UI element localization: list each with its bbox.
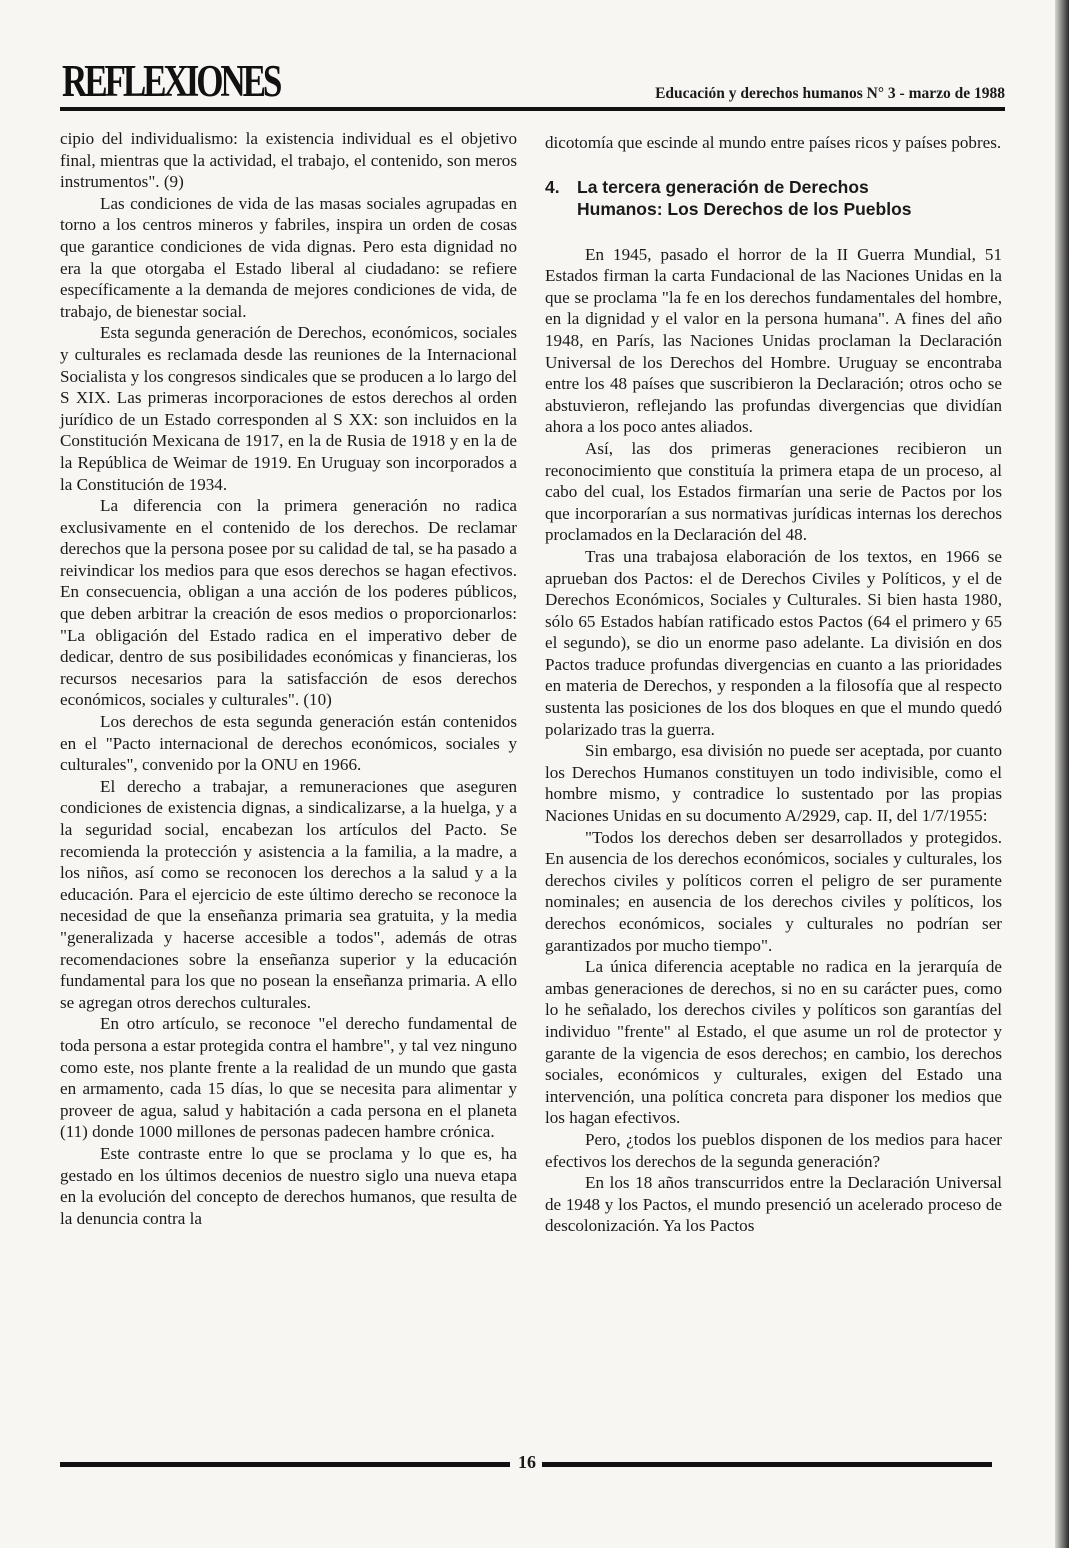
header-rule [60,107,1005,111]
heading-line-1: La tercera generación de Derechos [577,176,869,197]
paragraph: El derecho a trabajar, a remuneraciones que aseguren condiciones de existencia dignas, a sindicalizarse, a la huelga, y a la seguridad social, encabezan los artículos del Pacto. Se recomienda la protección y asistencia a la familia, a la madre, a los niños, así como se reconocen los derechos a la salud y a la educación. Para el ejercicio de este último derecho se reconoce la necesidad de que la enseñanza primaria sea gratuita, y la media "generalizada y hacerse accesible a todos", además de otras recomendaciones sobre la enseñanza superior y la educación fundamental para los que no posean la enseñanza primaria. A ello se agregan otros derechos culturales. [60,776,517,1012]
paragraph: Esta segunda generación de Derechos, económicos, sociales y culturales es reclamada desde las reuniones de la Internacional Socialista y los congresos sindicales que se producen a lo largo del S XIX. Las primeras incorporaciones de estos derechos al orden jurídico de un Estado corresponden al S XX: son incluidos en la Constitución Mexicana de 1917, en la de Rusia de 1918 y en la de la República de Weimar de 1919. En Uruguay son incorporados a la Constitución de 1934. [60,323,517,494]
page-edge-shadow [1055,0,1069,1548]
paragraph: dicotomía que escinde al mundo entre países ricos y países pobres. [545,133,1002,152]
paragraph: Pero, ¿todos los pueblos disponen de los medios para hacer efectivos los derechos de la segunda generación? [545,1129,1002,1171]
paragraph: La diferencia con la primera generación no radica exclusivamente en el contenido de los derechos. De reclamar derechos que la persona posee por su calidad de tal, se ha pasado a reivindicar los medios para que esos derechos se hagan efectivos. En consecuencia, obligan a una acción de los poderes públicos, que deben arbitrar la creación de esos medios o proporcionarlos: "La obligación del Estado radica en el imperativo deber de dedicar, dentro de sus posibilidades económicas y financieras, los recursos necesarios para la satisfacción de esos derechos económicos, sociales y culturales". (10) [60,496,517,710]
section-heading [545,176,1002,220]
page-number: 16 [518,1452,536,1472]
paragraph: En otro artículo, se reconoce "el derecho fundamental de toda persona a estar protegida contra el hambre", y tal vez ninguno como este, nos plante frente a la realidad de un mundo que gasta en armamento, cada 15 días, lo que se necesita para alimentar y proveer de agua, salud y habitación a cada persona en el planeta (11) donde 1000 millones de personas padecen hambre crónica. [60,1014,517,1142]
paragraph: Tras una trabajosa elaboración de los textos, en 1966 se aprueban dos Pactos: el de Derechos Civiles y Políticos, y el de Derechos Económicos, Sociales y Culturales. Si bien hasta 1980, sólo 65 Estados habían ratificado estos Pactos (64 el primero y 65 el segundo), se dio un enorme paso adelante. La división en dos Pactos traduce profundas divergencias en cuanto a las prioridades en materia de Derechos, y responden a la filosofía que al respecto sustenta las posiciones de los dos bloques en que el mundo quedó polarizado tras la guerra. [545,546,1002,739]
issue-line: Educación y derechos humanos N° 3 - marzo de 1988 [655,85,1005,102]
paragraph: Sin embargo, esa división no puede ser aceptada, por cuanto los Derechos Humanos constituyen un todo indivisible, como el hombre mismo, y contradice lo sustentado por las propias Naciones Unidas en su documento A/2929, cap. II, del 1/7/1955: [545,741,1002,826]
quote-paragraph: "Todos los derechos deben ser desarrollados y protegidos. En ausencia de los derechos económicos, sociales y culturales, los derechos civiles y políticos corren el peligro de ser puramente nominales; en ausencia de los derechos civiles y políticos, los derechos económicos, sociales y culturales no podrían ser garantizados por mucho tiempo". [545,827,1002,955]
paragraph: cipio del individualismo: la existencia individual es el objetivo final, mientras que la actividad, el trabajo, el contenido, son meros instrumentos". (9) [60,129,517,192]
paragraph: Este contraste entre lo que se proclama y lo que es, ha gestado en los últimos decenios de nuestro siglo una nueva etapa en la evolución del concepto de derechos humanos, que resulta de la denuncia contra la [60,1143,517,1228]
paragraph: La única diferencia aceptable no radica en la jerarquía de ambas generaciones de derechos, si no en su carácter pues, como lo he señalado, los derechos civiles y políticos son garantías del individuo "frente" al Estado, el que asume un rol de protector y garante de la vigencia de esos derechos; en cambio, los derechos sociales, económicos y culturales, exigen del Estado una intervención, una política concreta para disponer los medios que los hagan efectivos. [545,957,1002,1128]
page-header [60,55,1005,115]
page-footer [60,1452,992,1476]
left-column [60,128,517,1229]
paragraph: Los derechos de esta segunda generación están contenidos en el "Pacto internacional de derechos económicos, sociales y culturales", convenido por la ONU en 1966. [60,712,517,775]
footer-rule-left [60,1462,510,1467]
paragraph: En 1945, pasado el horror de la II Guerra Mundial, 51 Estados firman la carta Fundacional de las Naciones Unidas en la que se proclama "la fe en los derechos fundamentales del hombre, en la dignidad y el valor en la persona humana". A fines del año 1948, en París, las Naciones Unidas proclaman la Declaración Universal de los Derechos del Hombre. Uruguay se encontraba entre los 48 países que suscribieron la Declaración; otros ocho se abstuvieron, reflejando las profundas divergencias que dividían ahora a los poco antes aliados. [545,244,1002,437]
paragraph: Así, las dos primeras generaciones recibieron un reconocimiento que constituía la primera etapa de un proceso, al cabo del cual, los Estados firmarían una serie de Pactos por los que incorporarían a sus normativas jurídicas internas los derechos proclamados en la Declaración del 48. [545,438,1002,545]
right-column [545,132,1002,1237]
section-number: 4. [545,176,560,197]
paragraph: Las condiciones de vida de las masas sociales agrupadas en torno a los centros mineros y fabriles, inspira un orden de cosas que garantice condiciones de vida dignas. Pero esta dignidad no era la que otorgaba el Estado liberal al ciudadano: se refiere específicamente a la demanda de mejores condiciones de vida, de trabajo, de bienestar social. [60,193,517,321]
footer-rule-right [542,1462,992,1467]
paragraph: En los 18 años transcurridos entre la Declaración Universal de 1948 y los Pactos, el mundo presenció un acelerado proceso de descolonización. Ya los Pactos [545,1173,1002,1236]
magazine-logo: REFLEXIONES [62,56,280,106]
heading-line-2: Humanos: Los Derechos de los Pueblos [577,198,912,219]
